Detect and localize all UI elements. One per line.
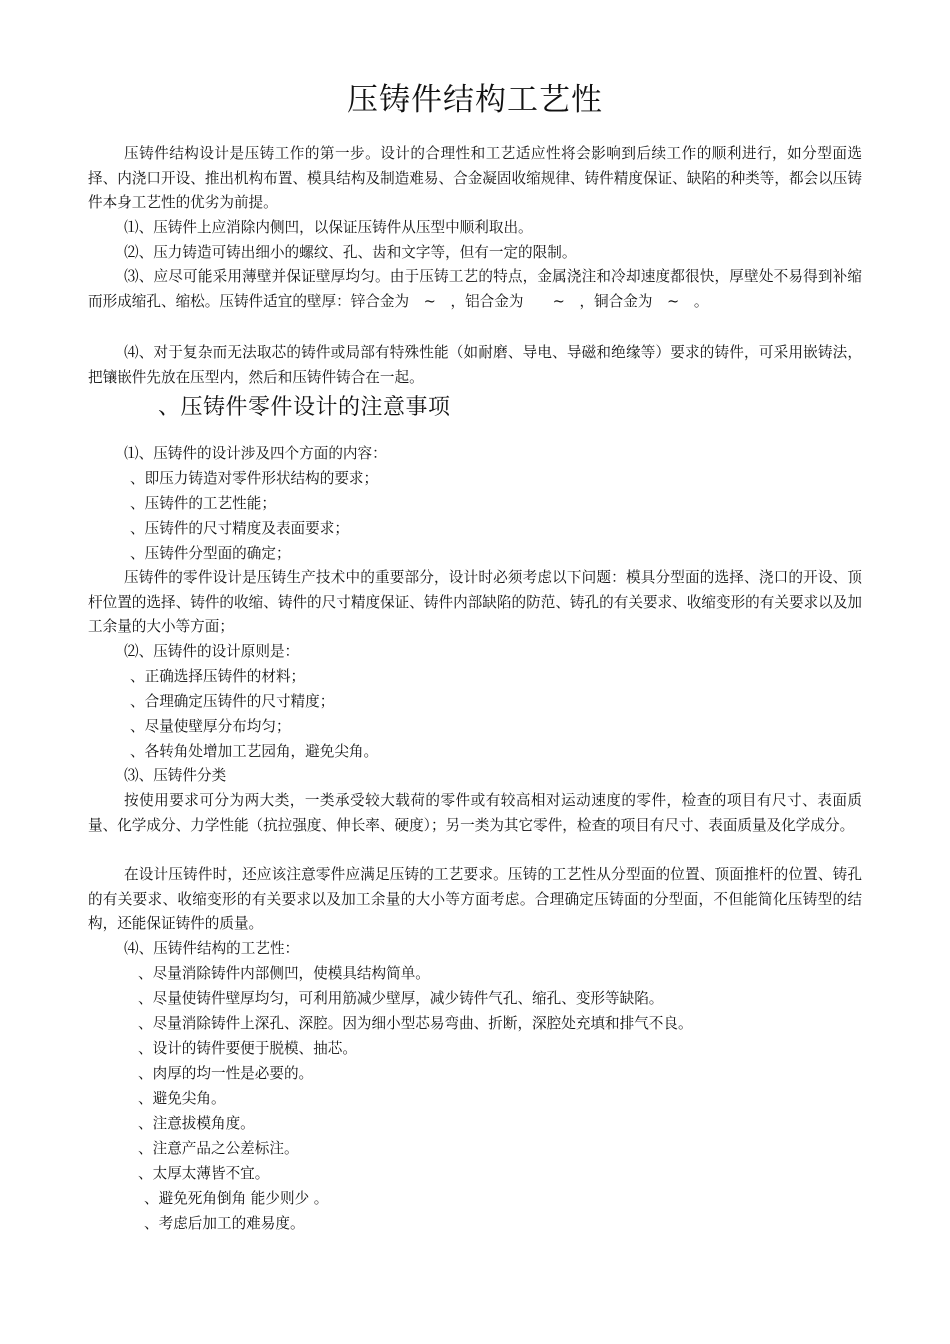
s4-item: 、注意产品之公差标注。 [138, 1140, 299, 1157]
s4-heading: ⑷、压铸件结构的工艺性： [124, 940, 300, 957]
item-1: ⑴、压铸件上应消除内侧凹，以保证压铸件从压型中顺利取出。 [124, 219, 533, 236]
s4-item: 、尽量消除铸件上深孔、深腔。因为细小型芯易弯曲、折断，深腔处充填和排气不良。 [138, 1015, 693, 1032]
item-4-paragraph: ⑷、对于复杂而无法取芯的铸件或局部有特殊性能（如耐磨、导电、导磁和绝缘等）要求的铸件，可采用嵌铸法，把镶嵌件先放在压型内，然后和压铸件铸合在一起。 [88, 344, 862, 386]
s4-item: 、考虑后加工的难易度。 [144, 1215, 305, 1232]
s3-paragraph-1: 按使用要求可分为两大类，一类承受较大载荷的零件或有较高相对运动速度的零件，检查的项目有尺寸、表面质量、化学成分、力学性能（抗拉强度、伸长率、硬度）；另一类为其它零件，检查的项目有尺寸、表面质量及化学成分。 [88, 792, 862, 834]
s1-item: 、压铸件的尺寸精度及表面要求； [130, 520, 349, 537]
page-title: 压铸件结构工艺性 [347, 82, 603, 118]
s4-item: 、避免尖角。 [138, 1090, 226, 1107]
s1-heading: ⑴、压铸件的设计涉及四个方面的内容： [124, 445, 387, 462]
s2-heading: ⑵、压铸件的设计原则是： [124, 643, 300, 660]
s2-item: 、尽量使壁厚分布均匀； [130, 718, 291, 735]
s2-item: 、正确选择压铸件的材料； [130, 668, 306, 685]
s4-item: 、尽量使铸件壁厚均匀，可利用筋减少壁厚，减少铸件气孔、缩孔、变形等缺陷。 [138, 990, 664, 1007]
s4-item: 、避免死角倒角 能少则少 。 [144, 1190, 329, 1207]
s1-item: 、压铸件的工艺性能； [130, 495, 276, 512]
s1-item: 、压铸件分型面的确定； [130, 545, 291, 562]
s1-paragraph: 压铸件的零件设计是压铸生产技术中的重要部分，设计时必须考虑以下问题：模具分型面的选择、浇口的开设、顶杆位置的选择、铸件的收缩、铸件的尺寸精度保证、铸件内部缺陷的防范、铸孔的有关要求、收缩变形的有关要求以及加工余量的大小等方面； [88, 569, 862, 635]
s2-item: 、合理确定压铸件的尺寸精度； [130, 693, 335, 710]
s4-item: 、肉厚的均一性是必要的。 [138, 1065, 314, 1082]
s2-item: 、各转角处增加工艺园角，避免尖角。 [130, 743, 379, 760]
s3-paragraph-2: 在设计压铸件时，还应该注意零件应满足压铸的工艺要求。压铸的工艺性从分型面的位置、顶面推杆的位置、铸孔的有关要求、收缩变形的有关要求以及加工余量的大小等方面考虑。合理确定压铸面的分型面，不但能简化压铸型的结构，还能保证铸件的质量。 [88, 866, 862, 932]
s4-item: 、尽量消除铸件内部侧凹，使模具结构简单。 [138, 965, 430, 982]
s4-item: 、太厚太薄皆不宜。 [138, 1165, 270, 1182]
section-heading: 、压铸件零件设计的注意事项 [158, 395, 451, 420]
item-3-paragraph: ⑶、应尽可能采用薄壁并保证壁厚均匀。由于压铸工艺的特点，金属浇注和冷却速度都很快，厚壁处不易得到补缩而形成缩孔、缩松。压铸件适宜的壁厚：锌合金为 ~ ，铝合金为 ~ ，铜合金为 ~ 。 [88, 268, 862, 310]
s4-item: 、注意拔模角度。 [138, 1115, 255, 1132]
s4-item: 、设计的铸件要便于脱模、抽芯。 [138, 1040, 357, 1057]
s1-item: 、即压力铸造对零件形状结构的要求； [130, 470, 379, 487]
intro-paragraph: 压铸件结构设计是压铸工作的第一步。设计的合理性和工艺适应性将会影响到后续工作的顺利进行，如分型面选择、内浇口开设、推出机构布置、模具结构及制造难易、合金凝固收缩规律、铸件精度保证、缺陷的种类等，都会以压铸件本身工艺性的优劣为前提。 [88, 145, 862, 211]
s3-heading: ⑶、压铸件分类 [124, 767, 227, 784]
item-2: ⑵、压力铸造可铸出细小的螺纹、孔、齿和文字等，但有一定的限制。 [124, 244, 577, 261]
